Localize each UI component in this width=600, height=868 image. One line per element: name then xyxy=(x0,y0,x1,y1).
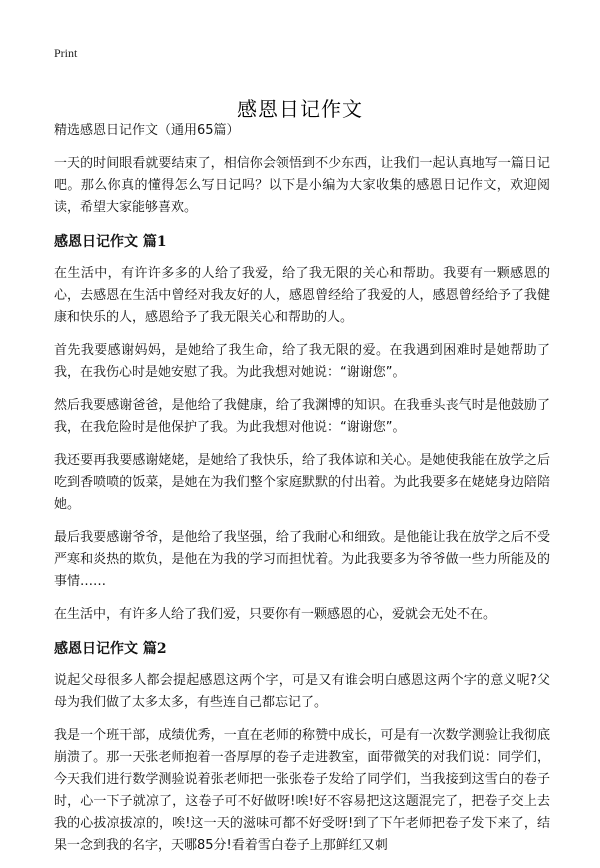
intro-paragraph: 一天的时间眼看就要结束了，相信你会领悟到不少东西，让我们一起认真地写一篇日记吧。那么你真的懂得怎么写日记吗？以下是小编为大家收集的感恩日记作文，欢迎阅读，希望大家能够喜欢。 xyxy=(54,156,550,215)
print-link[interactable]: Print xyxy=(54,46,78,60)
article-subtitle: 精选感恩日记作文（通用65篇） xyxy=(54,123,240,138)
paragraph: 我是一个班干部，成绩优秀，一直在老师的称赞中成长，可是有一次数学测验让我彻底崩溃了。那一天张老师抱着一沓厚厚的卷子走进教室，面带微笑的对我们说：同学们，今天我们进行数学测验说着张老师把一张张卷子发给了同学们，当我接到这雪白的卷子时，心一下子就凉了，这卷子可不好做呀!唉!好不容易把这这题混完了，把卷子交上去我的心拔凉拔凉的，唉!这一天的滋味可都不好受呀!到了下午老师把卷子发下来了，结果一念到我的名字，天哪85分!看着雪白卷子上那鲜红又刺 xyxy=(54,728,550,853)
paragraph: 最后我要感谢爷爷，是他给了我坚强，给了我耐心和细致。是他能让我在放学之后不受严寒和炎热的欺负，是他在为我的学习而担忧着。为此我要多为爷爷做一些力所能及的事情…… xyxy=(54,530,550,589)
paragraph: 说起父母很多人都会提起感恩这两个字，可是又有谁会明白感恩这两个字的意义呢?父母为我们做了太多太多，有些连自己都忘记了。 xyxy=(54,673,550,710)
paragraph: 我还要再我要感谢姥姥，是她给了我快乐，给了我体谅和关心。是她使我能在放学之后吃到香喷喷的饭菜，是她在为我们整个家庭默默的付出着。为此我要多在姥姥身边陪陪她。 xyxy=(54,453,550,512)
article-body xyxy=(54,120,550,868)
paragraph: 在生活中，有许多人给了我们爱，只要你有一颗感恩的心，爱就会无处不在。 xyxy=(54,607,497,622)
paragraph: 首先我要感谢妈妈，是她给了我生命，给了我无限的爱。在我遇到困难时是她帮助了我，在我伤心时是她安慰了我。为此我想对她说：“谢谢您”。 xyxy=(54,343,550,380)
section-heading: 感恩日记作文 篇1 xyxy=(54,234,167,250)
paragraph: 在生活中，有许许多多的人给了我爱，给了我无限的关心和帮助。我要有一颗感恩的心，去感恩在生活中曾经对我友好的人，感恩曾经给了我爱的人，感恩曾经给予了我健康和快乐的人，感恩给予了我无限关心和帮助的人。 xyxy=(54,266,550,325)
section-heading: 感恩日记作文 篇2 xyxy=(54,641,167,657)
page-title: 感恩日记作文 xyxy=(237,97,363,122)
paragraph: 然后我要感谢爸爸，是他给了我健康，给了我渊博的知识。在我垂头丧气时是他鼓励了我，在我危险时是他保护了我。为此我想对他说：“谢谢您”。 xyxy=(54,398,550,435)
